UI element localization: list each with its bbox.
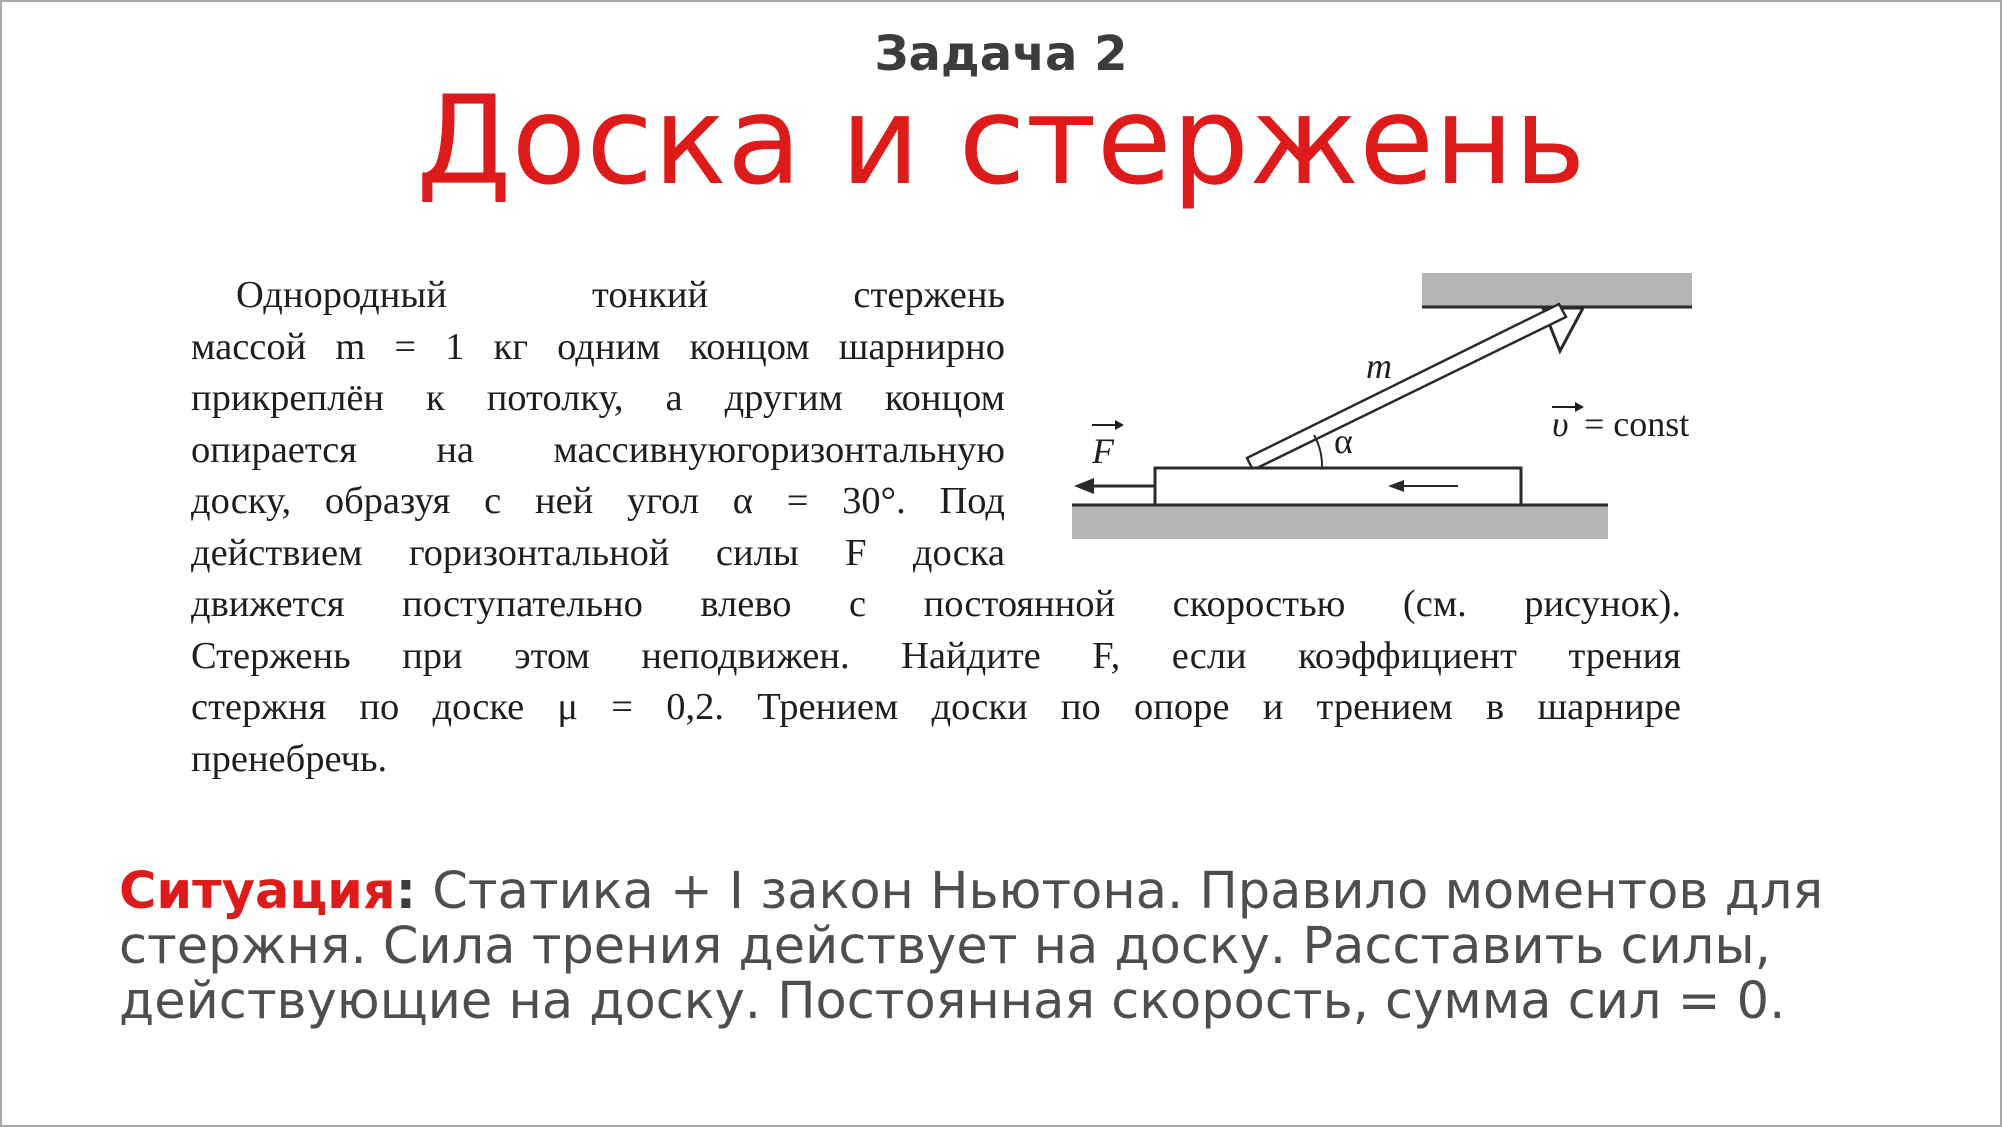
- situation-line: действующие на доску. Постоянная скорость, сумма сил = 0.: [119, 972, 1786, 1031]
- floor: [1072, 505, 1608, 539]
- force-arrowhead: [1074, 478, 1094, 494]
- situation-text: Статика + I закон Ньютона. Правило моментов для: [416, 862, 1824, 921]
- problem-line: движется поступательно влево с постоянной скоростью (см. рисунок).: [191, 583, 1681, 625]
- situation-colon: :: [395, 862, 417, 921]
- ceiling: [1422, 273, 1692, 307]
- board: [1155, 468, 1521, 505]
- problem-line: действием горизонтальной силы F доска: [191, 531, 1005, 574]
- physics-diagram: [1068, 270, 1728, 550]
- problem-line: массой m = 1 кг одним концом шарнирно: [191, 325, 1005, 368]
- problem-line: стержня по доске μ = 0,2. Трением доски по опоре и трением в шарнире: [191, 686, 1681, 728]
- rod: [1247, 304, 1566, 470]
- problem-line: пренебречь.: [191, 737, 388, 780]
- force-label: F: [1092, 431, 1114, 471]
- situation-label: Ситуация: [119, 862, 396, 921]
- problem-line: прикреплён к потолку, а другим концом: [191, 377, 1005, 419]
- situation-block: [119, 864, 1919, 1029]
- force-vector-arrowhead: [1115, 420, 1124, 430]
- velocity-vector-arrowhead: [1575, 402, 1584, 412]
- slide-title: Доска и стержень: [416, 70, 1586, 212]
- velocity-text: = const: [1584, 404, 1690, 444]
- rod-label: m: [1366, 346, 1392, 386]
- situation-line: [119, 864, 1919, 919]
- task-label: Задача 2: [874, 26, 1128, 82]
- problem-line: Стержень при этом неподвижен. Найдите F, если коэффициент трения: [191, 634, 1681, 677]
- problem-line: Однородный тонкий стержень: [236, 274, 1005, 316]
- angle-label: α: [1334, 421, 1353, 461]
- situation-line: стержня. Сила трения действует на доску. Расставить силы,: [119, 917, 1771, 976]
- problem-line: доску, образуя с ней угол α = 30°. Под: [191, 480, 1005, 522]
- problem-line: опирается на массивнуюгоризонтальную: [191, 428, 1005, 471]
- velocity-label: υ: [1552, 404, 1569, 444]
